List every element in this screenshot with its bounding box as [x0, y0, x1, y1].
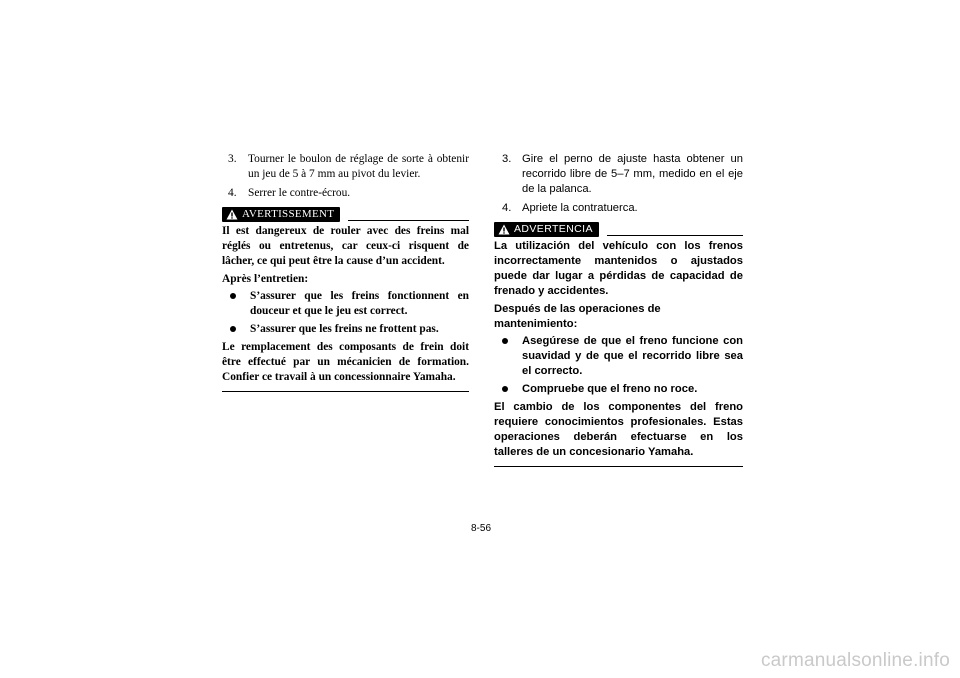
- warning-label: AVERTISSEMENT: [242, 208, 335, 220]
- step-3: [494, 152, 743, 197]
- step-number: 3.: [502, 153, 512, 165]
- warning-end-rule: [494, 466, 743, 467]
- bullet-dot-icon: [222, 289, 250, 319]
- bullet-text: Compruebe que el freno no roce.: [522, 383, 698, 395]
- watermark: carmanualsonline.info: [760, 650, 950, 671]
- bullet-text: Asegúrese de que el freno funcione con suavidad y de que el recorrido libre sea el correcto.: [522, 335, 743, 377]
- after-maintenance-heading: Después de las operaciones de mantenimiento:: [494, 303, 661, 330]
- warning-badge: [494, 222, 599, 237]
- warning-rule: [607, 235, 743, 236]
- step-number: 3.: [228, 153, 237, 165]
- warning-badge: [222, 207, 340, 222]
- french-column: [222, 152, 469, 392]
- step-number: 4.: [502, 202, 512, 214]
- bullet-text: S’assurer que les freins ne frottent pas.: [250, 323, 439, 335]
- after-maintenance-heading: Après l’entretien:: [222, 273, 309, 285]
- step-number: 4.: [228, 187, 237, 199]
- bullet-item: [494, 334, 743, 379]
- spanish-column: [494, 152, 743, 467]
- warning-end-rule: [222, 391, 469, 392]
- page-number: 8-56: [470, 523, 491, 534]
- warning-label: ADVERTENCIA: [514, 223, 593, 235]
- warning-rule: [348, 220, 469, 221]
- warning-closing: Le remplacement des composants de frein doit être effectué par un mécanicien de formation. Confier ce travail à un concessionnaire Yamaha.: [222, 341, 469, 383]
- warning-triangle-icon: [498, 224, 510, 235]
- warning-triangle-icon: [226, 209, 238, 220]
- step-text: Tourner le boulon de réglage de sorte à obtenir un jeu de 5 à 7 mm au pivot du levier.: [248, 153, 469, 180]
- bullet-dot-icon: [494, 334, 522, 379]
- step-text: Gire el perno de ajuste hasta obtener un recorrido libre de 5–7 mm, medido en el eje de la palanca.: [522, 153, 743, 195]
- bullet-item: [494, 382, 743, 397]
- bullet-text: S’assurer que les freins fonctionnent en douceur et que le jeu est correct.: [250, 290, 469, 317]
- warning-intro: La utilización del vehículo con los frenos incorrectamente mantenidos o ajustados puede dar lugar a pérdidas de capacidad de frenado y accidentes.: [494, 240, 743, 297]
- warning-header: [494, 222, 743, 237]
- step-text: Apriete la contratuerca.: [522, 202, 638, 214]
- warning-intro: Il est dangereux de rouler avec des freins mal réglés ou entretenus, car ceux-ci risquent de lâcher, ce qui peut être la cause d’un accident.: [222, 225, 469, 267]
- warning-closing: El cambio de los componentes del freno requiere conocimientos profesionales. Estas operaciones deberán efectuarse en los talleres de un concesionario Yamaha.: [494, 401, 743, 458]
- step-4: [494, 201, 743, 216]
- bullet-dot-icon: [222, 322, 250, 337]
- step-4: [222, 186, 469, 201]
- step-text: Serrer le contre-écrou.: [248, 187, 351, 199]
- step-3: [222, 152, 469, 182]
- bullet-dot-icon: [494, 382, 522, 397]
- bullet-item: [222, 289, 469, 319]
- warning-header: [222, 207, 469, 222]
- bullet-item: [222, 322, 469, 337]
